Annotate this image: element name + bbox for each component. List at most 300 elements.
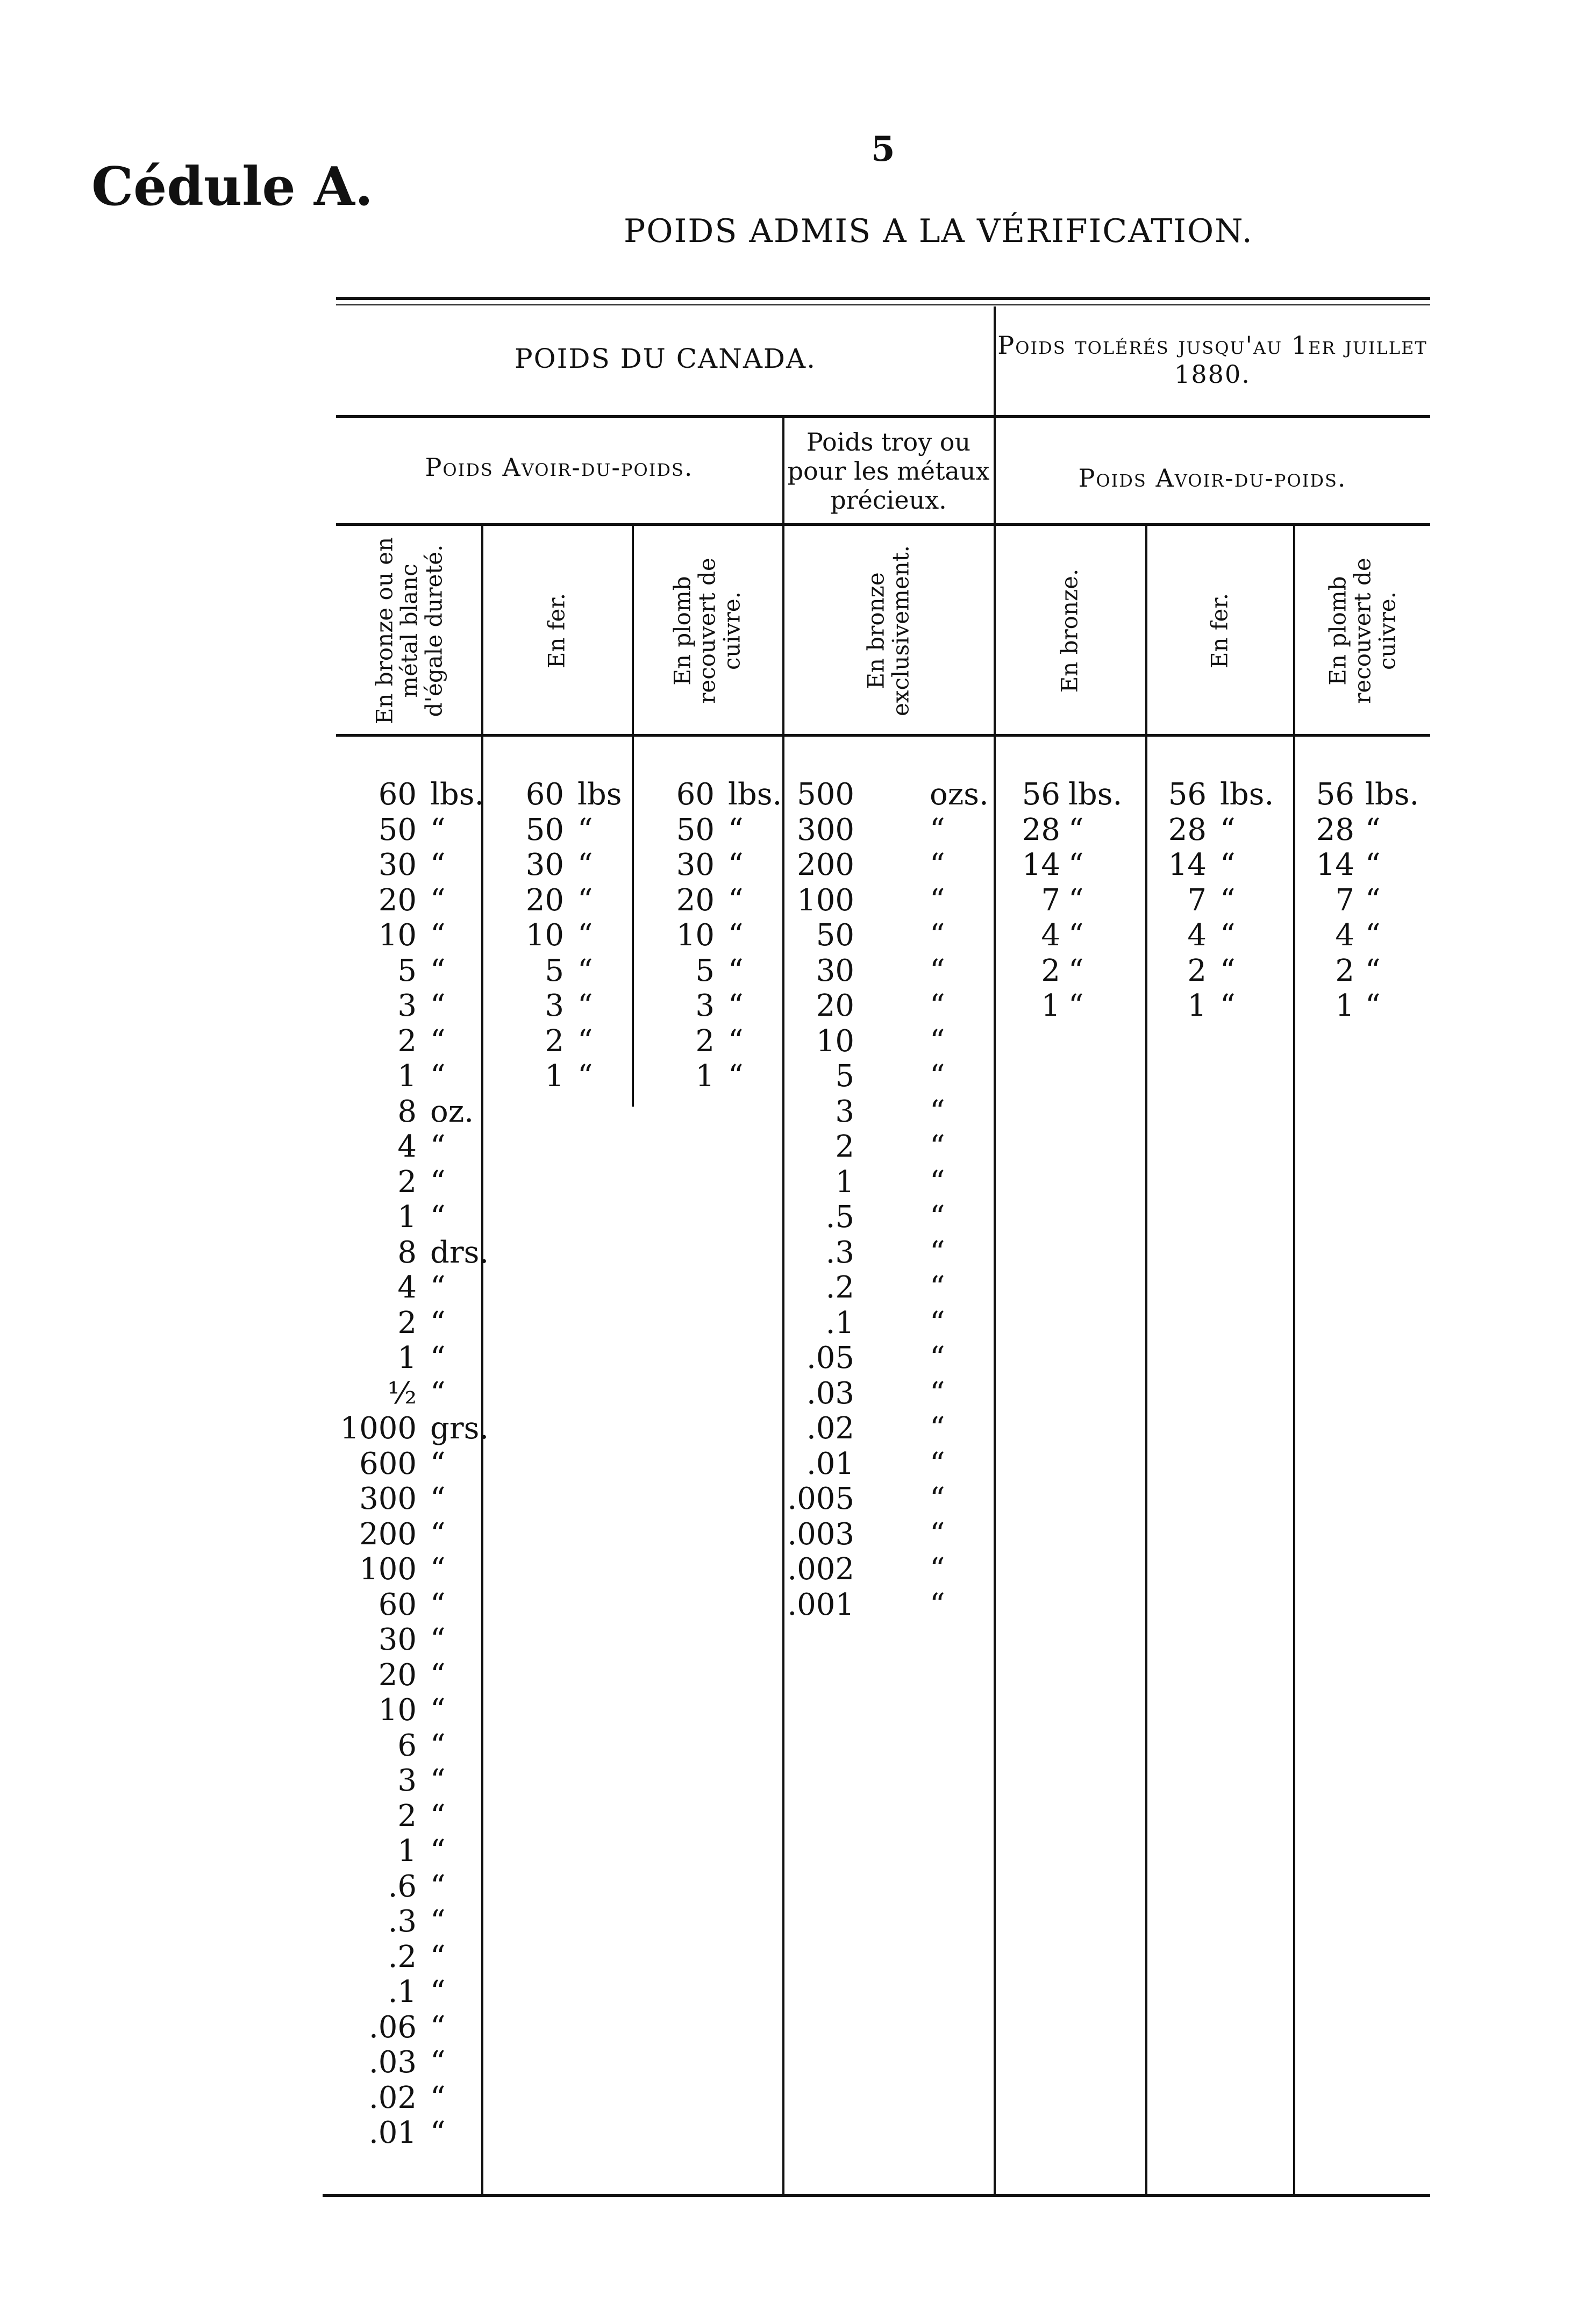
- weight-value: 1: [397, 1834, 417, 1869]
- weight-value: 20: [816, 988, 854, 1023]
- weight-value: .003: [787, 1516, 854, 1552]
- divider-col-6-7: [1293, 526, 1295, 2194]
- weight-value: 14: [1168, 847, 1207, 882]
- weight-unit: “: [430, 1763, 446, 1798]
- table-row: [339, 812, 480, 848]
- weight-unit: “: [930, 1516, 945, 1552]
- table-row: [1295, 883, 1430, 918]
- weight-unit: “: [930, 1552, 945, 1587]
- table-row: [339, 1200, 480, 1235]
- table-row: [634, 1059, 781, 1094]
- weight-unit: grs.: [430, 1411, 489, 1446]
- table-row: [339, 1235, 489, 1271]
- weight-unit: “: [930, 847, 945, 882]
- weight-value: 60: [378, 777, 417, 812]
- table-row: [784, 1024, 992, 1059]
- weight-unit: “: [930, 1341, 945, 1375]
- weight-value: 4: [1335, 918, 1354, 953]
- table-row: [784, 847, 992, 883]
- weight-unit: “: [430, 1200, 446, 1235]
- weight-column-4: [784, 777, 992, 1622]
- page-number: 5: [871, 129, 895, 169]
- weight-value: .05: [806, 1341, 854, 1375]
- table-row: [996, 847, 1144, 883]
- table-row: [339, 1446, 480, 1482]
- table-row: [996, 812, 1144, 848]
- weight-unit: “: [430, 1657, 446, 1693]
- weight-unit: “: [930, 1023, 945, 1059]
- weight-unit: “: [577, 847, 593, 882]
- weight-unit: “: [728, 847, 744, 882]
- table-row: [634, 1024, 781, 1059]
- weight-value: 10: [378, 1693, 417, 1728]
- weight-column-2: [483, 777, 630, 1094]
- weight-unit: “: [577, 1023, 593, 1059]
- weight-value: 30: [676, 847, 715, 882]
- weight-unit: “: [1220, 918, 1236, 953]
- weight-unit: “: [430, 1798, 446, 1834]
- table-row: [1147, 953, 1291, 989]
- weight-unit: “: [430, 1552, 446, 1587]
- weight-unit: lbs.: [1220, 777, 1274, 812]
- table-row: [339, 1270, 480, 1306]
- weight-unit: “: [930, 812, 945, 847]
- weight-value: 1: [397, 1200, 417, 1235]
- weight-value: 1: [1187, 988, 1207, 1023]
- table-row: [339, 1728, 480, 1764]
- weight-value: 1: [695, 1059, 715, 1094]
- table-row: [784, 883, 992, 918]
- weight-value: 2: [835, 1129, 854, 1164]
- table-row: [784, 918, 992, 953]
- weight-unit: “: [430, 918, 446, 953]
- weight-value: 200: [359, 1516, 417, 1552]
- group-header-canada: POIDS DU CANADA.: [514, 343, 817, 374]
- table-row: [1295, 847, 1430, 883]
- weight-value: 1000: [340, 1411, 417, 1446]
- subheader-rule: [336, 523, 1430, 526]
- weight-unit: lbs.: [1365, 777, 1419, 812]
- weight-value: 30: [525, 847, 564, 882]
- weight-value: 56: [1022, 777, 1060, 812]
- weight-value: 4: [397, 1270, 417, 1305]
- weight-value: 7: [1335, 882, 1354, 918]
- table-row: [339, 847, 480, 883]
- weight-value: 56: [1316, 777, 1354, 812]
- weight-value: .3: [388, 1904, 417, 1939]
- weight-value: 4: [1187, 918, 1207, 953]
- table-row: [483, 812, 630, 848]
- table-row: [339, 1306, 480, 1341]
- table-row: [634, 847, 781, 883]
- weight-value: 1: [1335, 988, 1354, 1023]
- weight-unit: “: [577, 988, 593, 1023]
- weight-unit: “: [430, 1974, 446, 2009]
- weight-unit: “: [430, 1164, 446, 1200]
- weight-unit: “: [930, 1164, 945, 1200]
- column-header-4: En bronze exclusivement.: [862, 545, 914, 716]
- weight-value: 56: [1168, 777, 1207, 812]
- weight-value: 20: [676, 882, 715, 918]
- column-header-3: En plomb recouvert de cuivre.: [669, 557, 745, 704]
- weight-unit: “: [930, 1446, 945, 1481]
- table-row: [339, 1658, 480, 1693]
- table-row: [784, 1552, 992, 1587]
- table-row: [339, 1059, 480, 1094]
- weight-unit: “: [430, 1622, 446, 1657]
- weight-unit: “: [1365, 847, 1381, 882]
- weight-value: 3: [835, 1094, 854, 1129]
- weight-value: 60: [525, 777, 564, 812]
- table-row: [339, 953, 480, 989]
- weight-unit: “: [430, 1305, 446, 1341]
- divider-canada-toleres: [994, 306, 996, 2194]
- weight-unit: “: [430, 1059, 446, 1094]
- table-row: [339, 1622, 480, 1658]
- table-row: [339, 1376, 480, 1411]
- weight-unit: “: [1068, 882, 1084, 918]
- weight-unit: “: [930, 1129, 945, 1164]
- table-row: [1295, 777, 1430, 812]
- weight-unit: “: [930, 1587, 945, 1622]
- weight-value: 3: [695, 988, 715, 1023]
- table-row: [1147, 777, 1291, 812]
- weight-unit: “: [930, 1059, 945, 1094]
- table-row: [996, 883, 1144, 918]
- weight-column-7: [1295, 777, 1430, 1024]
- table-row: [1147, 988, 1291, 1024]
- table-row: [339, 1940, 480, 1975]
- column-header-rule: [336, 734, 1430, 737]
- table-row: [784, 1129, 992, 1165]
- weight-value: 3: [397, 988, 417, 1023]
- table-row: [483, 1024, 630, 1059]
- table-row: [784, 1411, 992, 1446]
- divider-col-5-6: [1145, 526, 1147, 2194]
- table-row: [784, 953, 992, 989]
- table-row: [784, 1270, 992, 1306]
- weight-value: 14: [1316, 847, 1354, 882]
- page-title: POIDS ADMIS A LA VÉRIFICATION.: [624, 212, 1253, 250]
- table-row: [996, 918, 1144, 953]
- weight-unit: “: [930, 882, 945, 918]
- subheader-troy: Poids troy ou pour les métaux précieux.: [787, 427, 990, 515]
- schedule-label: Cédule A.: [91, 156, 373, 218]
- table-row: [1295, 953, 1430, 989]
- weight-unit: “: [728, 812, 744, 847]
- weight-unit: “: [430, 1728, 446, 1763]
- weight-value: 4: [1041, 918, 1060, 953]
- weight-value: .002: [787, 1552, 854, 1587]
- weight-unit: “: [577, 953, 593, 988]
- weight-value: .02: [806, 1411, 854, 1446]
- table-row: [339, 883, 480, 918]
- weight-unit: “: [930, 1094, 945, 1129]
- weight-value: 200: [797, 847, 854, 882]
- weight-unit: “: [1365, 812, 1381, 847]
- weight-value: 2: [545, 1023, 564, 1059]
- table-row: [339, 1693, 480, 1728]
- weight-value: .001: [787, 1587, 854, 1622]
- weight-value: 7: [1187, 882, 1207, 918]
- weight-unit: “: [430, 953, 446, 988]
- table-row: [784, 1481, 992, 1517]
- weight-value: .1: [825, 1305, 854, 1341]
- table-row: [339, 1481, 480, 1517]
- weight-unit: “: [430, 2115, 446, 2150]
- table-row: [339, 1517, 480, 1552]
- table-row: [996, 988, 1144, 1024]
- group-header-toleres: Poids tolérés jusqu'au 1er juillet 1880.: [997, 331, 1428, 389]
- table-row: [339, 1587, 480, 1623]
- weight-unit: drs.: [430, 1235, 489, 1270]
- weight-unit: “: [577, 918, 593, 953]
- weight-unit: “: [728, 988, 744, 1023]
- weight-value: 10: [378, 918, 417, 953]
- table-row: [1147, 847, 1291, 883]
- weight-column-5: [996, 777, 1144, 1024]
- top-rule: [336, 297, 1430, 300]
- weight-unit: “: [1365, 953, 1381, 988]
- table-row: [339, 988, 480, 1024]
- weight-unit: “: [430, 988, 446, 1023]
- weight-unit: “: [430, 2080, 446, 2115]
- weight-unit: oz.: [430, 1094, 474, 1129]
- weight-unit: “: [430, 2045, 446, 2080]
- table-row: [339, 1411, 489, 1446]
- weight-value: 8: [397, 1094, 417, 1129]
- weight-value: 5: [695, 953, 715, 988]
- weight-unit: “: [430, 812, 446, 847]
- table-row: [339, 1834, 480, 1869]
- weight-unit: “: [1220, 988, 1236, 1023]
- table-row: [483, 1059, 630, 1094]
- table-row: [996, 777, 1144, 812]
- table-row: [339, 2010, 480, 2045]
- weight-unit: “: [728, 953, 744, 988]
- weight-value: 7: [1041, 882, 1060, 918]
- weight-value: 20: [525, 882, 564, 918]
- weight-unit: “: [430, 2009, 446, 2045]
- weight-value: 30: [816, 953, 854, 988]
- weight-value: ½: [387, 1375, 417, 1411]
- weight-unit: “: [930, 1305, 945, 1341]
- weight-unit: lbs: [577, 777, 622, 812]
- table-row: [996, 953, 1144, 989]
- weight-value: 2: [1335, 953, 1354, 988]
- weight-value: 60: [676, 777, 715, 812]
- weight-unit: “: [430, 1023, 446, 1059]
- weight-value: 30: [378, 847, 417, 882]
- weight-value: 20: [378, 882, 417, 918]
- weight-value: .03: [368, 2045, 417, 2080]
- column-header-1: En bronze ou en métal blanc d'égale dureté.: [371, 537, 447, 724]
- weight-value: 5: [835, 1059, 854, 1094]
- weight-unit: “: [430, 1481, 446, 1516]
- table-row: [339, 777, 484, 812]
- table-row: [784, 1094, 992, 1130]
- weight-unit: “: [430, 847, 446, 882]
- weight-unit: “: [930, 1481, 945, 1516]
- weight-value: .01: [368, 2115, 417, 2150]
- weight-unit: “: [930, 1235, 945, 1270]
- weight-value: .1: [388, 1974, 417, 2009]
- weight-unit: “: [430, 1270, 446, 1305]
- table-row: [634, 777, 781, 812]
- weight-unit: “: [430, 882, 446, 918]
- weight-value: 50: [676, 812, 715, 847]
- weight-unit: “: [430, 1939, 446, 1974]
- weight-value: 2: [397, 1305, 417, 1341]
- weight-unit: “: [1068, 953, 1084, 988]
- weight-unit: “: [430, 1869, 446, 1904]
- table-row: [784, 1341, 992, 1376]
- table-row: [784, 1376, 992, 1411]
- weight-value: 2: [397, 1023, 417, 1059]
- weight-unit: “: [930, 988, 945, 1023]
- weight-unit: “: [577, 812, 593, 847]
- subheader-avoir-toleres: Poids Avoir-du-poids.: [1078, 464, 1347, 493]
- weight-value: 50: [378, 812, 417, 847]
- weight-unit: “: [930, 918, 945, 953]
- weight-unit: “: [430, 1693, 446, 1728]
- weight-unit: lbs.: [1068, 777, 1123, 812]
- weight-value: 30: [378, 1622, 417, 1657]
- weight-unit: “: [1068, 988, 1084, 1023]
- weight-value: .01: [806, 1446, 854, 1481]
- weight-value: 4: [397, 1129, 417, 1164]
- weight-unit: “: [430, 1834, 446, 1869]
- column-header-2: En fer.: [543, 593, 570, 668]
- weight-value: 2: [1041, 953, 1060, 988]
- weight-unit: “: [930, 1375, 945, 1411]
- table-row: [1295, 988, 1430, 1024]
- weight-value: 600: [359, 1446, 417, 1481]
- table-row: [339, 1165, 480, 1200]
- weight-unit: “: [1220, 882, 1236, 918]
- weight-unit: ozs.: [930, 777, 989, 812]
- table-row: [483, 918, 630, 953]
- group-header-rule: [336, 415, 1430, 418]
- weight-unit: “: [577, 1059, 593, 1094]
- weight-value: 5: [397, 953, 417, 988]
- table-row: [784, 1235, 992, 1271]
- table-row: [784, 1446, 992, 1482]
- weight-value: .06: [368, 2009, 417, 2045]
- column-header-5: En bronze.: [1056, 568, 1083, 693]
- weight-unit: “: [930, 1411, 945, 1446]
- weight-value: 6: [397, 1728, 417, 1763]
- table-row: [339, 1094, 480, 1130]
- table-row: [634, 953, 781, 989]
- table-row: [784, 1306, 992, 1341]
- table-row: [339, 2115, 480, 2151]
- weight-value: 60: [378, 1587, 417, 1622]
- weight-value: 2: [397, 1798, 417, 1834]
- column-header-6: En fer.: [1206, 593, 1232, 668]
- table-row: [784, 777, 992, 812]
- weight-unit: “: [728, 1023, 744, 1059]
- weight-unit: “: [430, 1587, 446, 1622]
- table-row: [339, 1024, 480, 1059]
- bottom-rule: [323, 2194, 1430, 2197]
- table-row: [634, 918, 781, 953]
- weight-unit: “: [1068, 847, 1084, 882]
- weight-value: 50: [525, 812, 564, 847]
- weight-value: 28: [1022, 812, 1060, 847]
- weight-value: 1: [1041, 988, 1060, 1023]
- table-row: [339, 1763, 480, 1799]
- weight-value: .5: [825, 1200, 854, 1235]
- weight-unit: “: [1220, 953, 1236, 988]
- table-row: [339, 1974, 480, 2010]
- weight-value: 28: [1316, 812, 1354, 847]
- weight-value: 10: [816, 1023, 854, 1059]
- table-row: [339, 2045, 480, 2080]
- weight-value: 1: [397, 1341, 417, 1375]
- table-row: [784, 1200, 992, 1235]
- weight-value: .2: [388, 1939, 417, 1974]
- table-row: [1295, 812, 1430, 848]
- weight-unit: “: [728, 1059, 744, 1094]
- table-row: [339, 1904, 480, 1940]
- table-row: [784, 1517, 992, 1552]
- weight-column-6: [1147, 777, 1291, 1024]
- weight-unit: “: [430, 1341, 446, 1375]
- weight-unit: “: [430, 1516, 446, 1552]
- weight-unit: “: [930, 1270, 945, 1305]
- top-rule-thin: [336, 304, 1430, 305]
- table-row: [339, 2080, 480, 2116]
- weight-value: 2: [397, 1164, 417, 1200]
- table-row: [339, 1129, 480, 1165]
- table-row: [339, 1869, 480, 1905]
- weight-unit: “: [1365, 882, 1381, 918]
- weight-value: 500: [797, 777, 854, 812]
- table-row: [634, 812, 781, 848]
- weight-column-1: [339, 777, 489, 2151]
- weight-value: .02: [368, 2080, 417, 2115]
- table-row: [1147, 883, 1291, 918]
- table-row: [339, 1341, 480, 1376]
- weight-value: 300: [797, 812, 854, 847]
- weight-value: 300: [359, 1481, 417, 1516]
- weight-unit: “: [430, 1375, 446, 1411]
- weight-value: 2: [695, 1023, 715, 1059]
- table-row: [634, 988, 781, 1024]
- weight-unit: “: [430, 1446, 446, 1481]
- weight-unit: “: [1068, 918, 1084, 953]
- weight-value: 1: [397, 1059, 417, 1094]
- table-row: [483, 953, 630, 989]
- weight-unit: “: [1365, 988, 1381, 1023]
- table-row: [339, 1799, 480, 1834]
- weight-value: .005: [787, 1481, 854, 1516]
- weight-value: 50: [816, 918, 854, 953]
- weight-value: .3: [825, 1235, 854, 1270]
- weight-value: 10: [525, 918, 564, 953]
- table-row: [483, 883, 630, 918]
- weight-unit: “: [1068, 812, 1084, 847]
- table-row: [784, 1165, 992, 1200]
- table-row: [784, 812, 992, 848]
- weight-value: 8: [397, 1235, 417, 1270]
- weight-unit: “: [430, 1904, 446, 1939]
- table-row: [339, 1552, 480, 1587]
- weight-column-3: [634, 777, 781, 1094]
- weight-value: 28: [1168, 812, 1207, 847]
- weight-unit: lbs.: [728, 777, 782, 812]
